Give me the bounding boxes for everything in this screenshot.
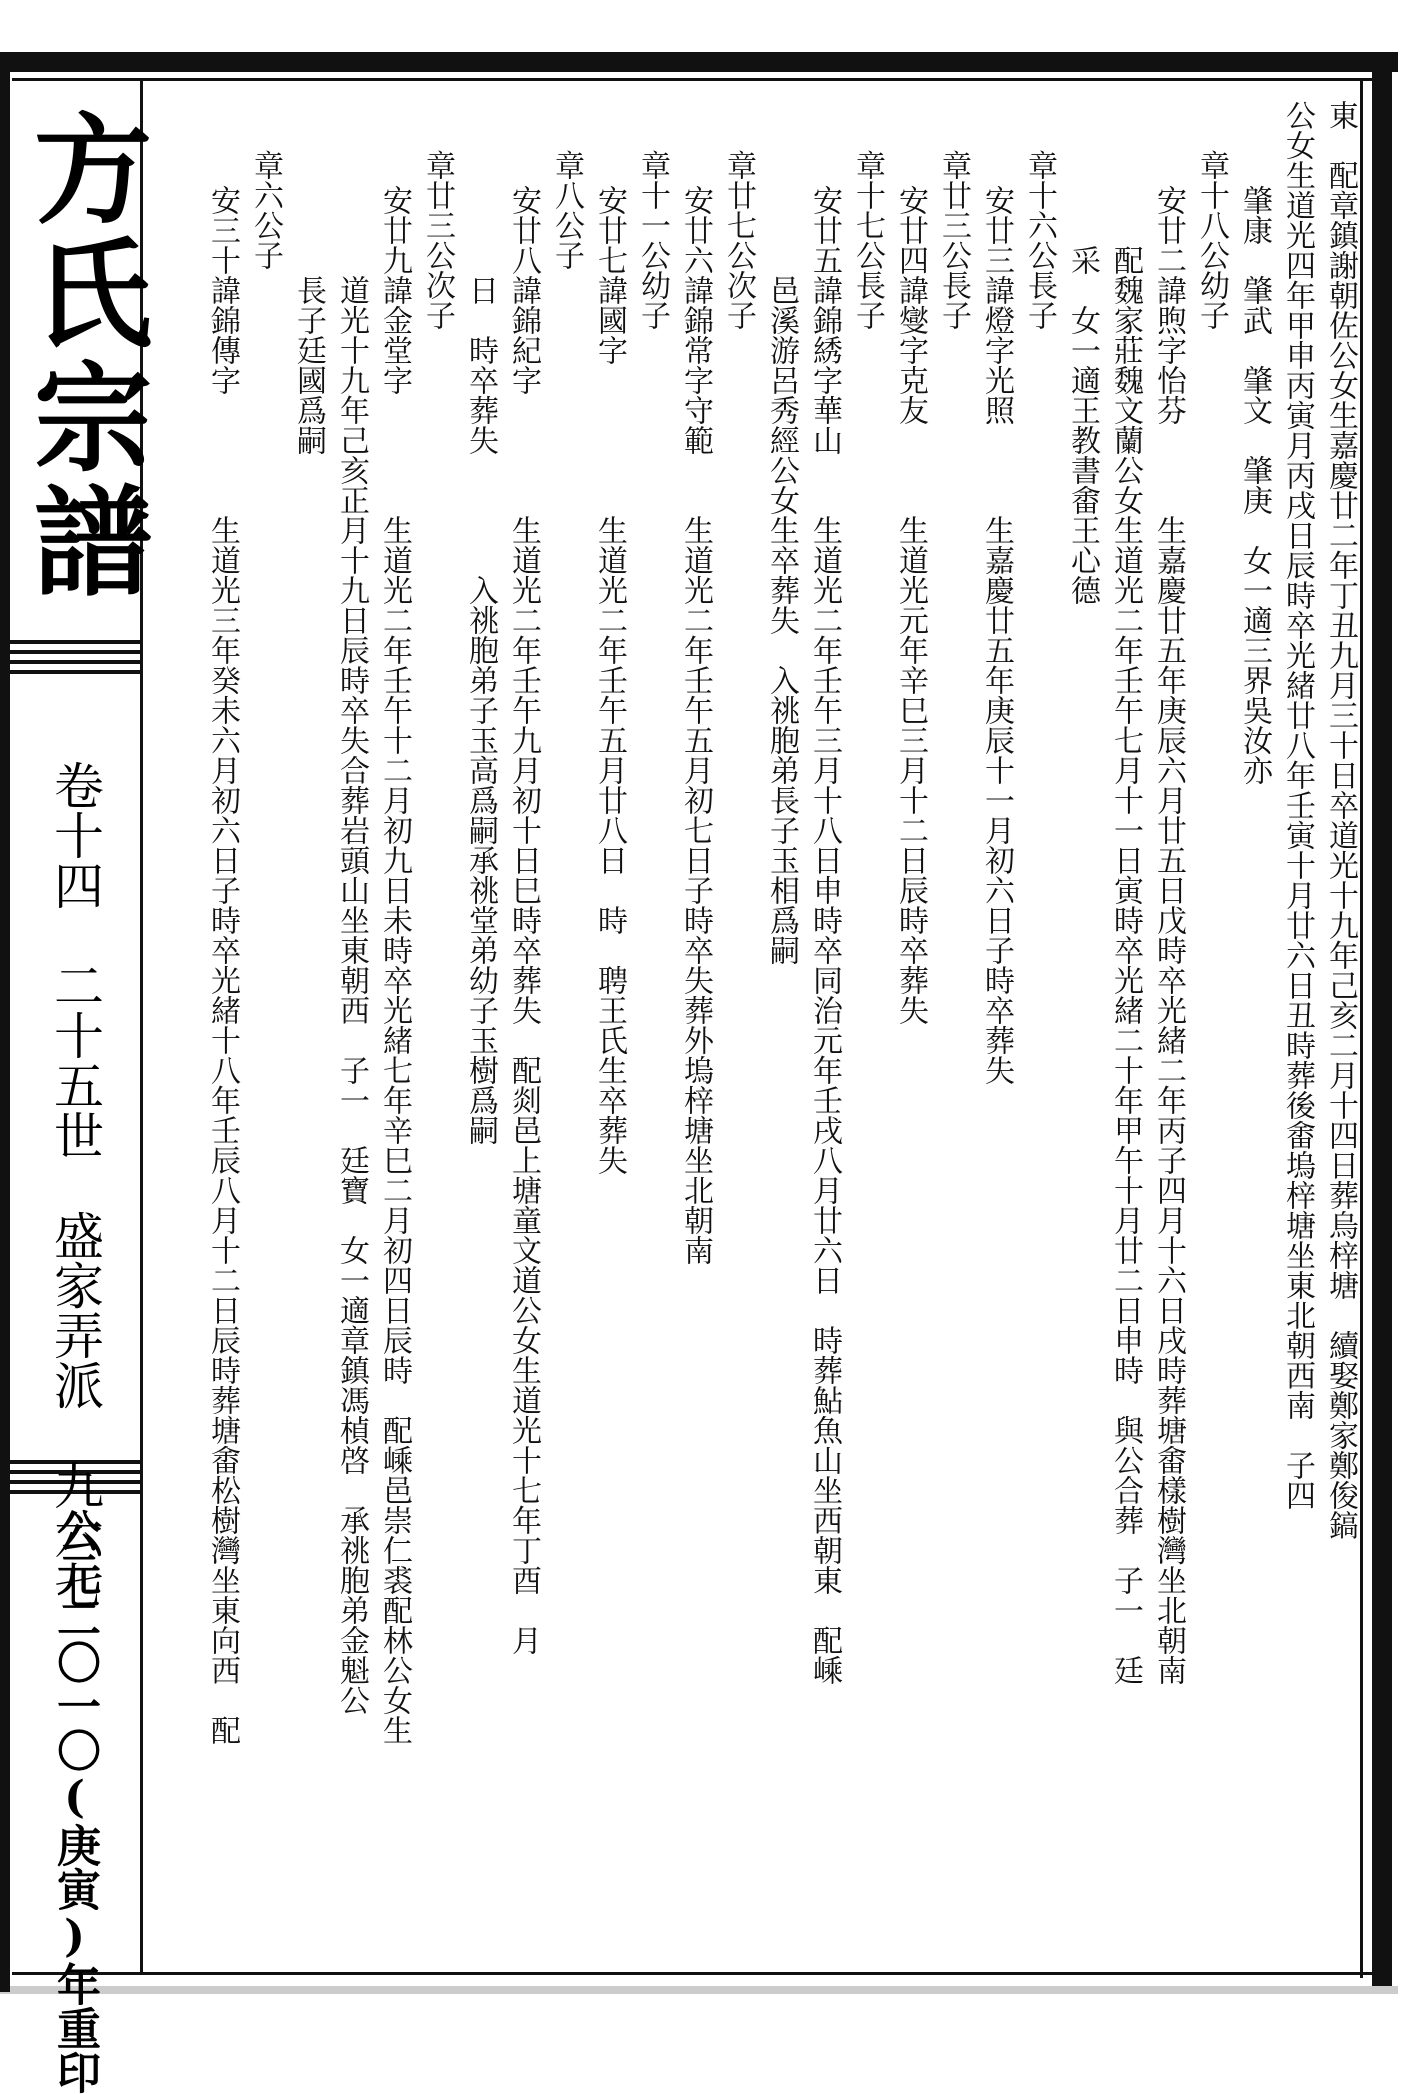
top-inner-border (12, 78, 1384, 81)
genealogy-column: 肇康 肇武 肇文 肇庚 女一適三界吳汝亦 (1237, 185, 1272, 785)
book-title: 方氏宗譜 (14, 108, 153, 604)
genealogy-column: 安廿六諱錦常字守範 生道光二年壬午五月初七日子時卒失葬外塢梓塘坐北朝南 (678, 185, 713, 1265)
generation-heading: 章八公子 (549, 150, 584, 270)
genealogy-column: 安廿九諱金堂字 生道光二年壬午十二月初九日未時卒光緒七年辛巳二月初四日辰時 配嵊邑崇仁裘配林公女生 (377, 185, 412, 1745)
bottom-shadow (0, 1986, 1398, 1994)
generation-heading: 章廿三公長子 (936, 150, 971, 330)
right-inner-border (1360, 80, 1363, 1978)
genealogy-column: 道光十九年己亥正月十九日辰時卒失合葬岩頭山坐東朝西 子一 廷寶 女一適章鎮馮楨啓 承祧胞弟金魁公 (334, 245, 369, 1715)
volume-info: 卷十四 二十五世 盛家弄派 九六七 (46, 760, 104, 1610)
generation-heading: 章廿三公次子 (420, 150, 455, 330)
genealogy-column: 安三十諱錦傳字 生道光三年癸未六月初六日子時卒光緒十八年壬辰八月十二日辰時葬塘畬松樹灣坐東向西 配 (205, 185, 240, 1745)
genealogy-column: 安廿七諱國字 生道光二年壬午五月廿八日 時 聘王氏生卒葬失 (592, 185, 627, 1175)
generation-heading: 章十六公長子 (1022, 150, 1057, 330)
bottom-border (12, 1972, 1372, 1975)
genealogy-column: 日 時卒葬失 入祧胞弟子玉高爲嗣承祧堂弟幼子玉樹爲嗣 (463, 245, 498, 1145)
generation-heading: 章六公子 (248, 150, 283, 270)
generation-heading: 章十八公幼子 (1194, 150, 1229, 330)
genealogy-column: 配魏家莊魏文蘭公女生道光二年壬午七月十一日寅時卒光緒二十年甲午十月廿二日申時 與公合葬 子一 廷 (1108, 245, 1143, 1685)
genealogy-column: 安廿二諱煦字怡芬 生嘉慶廿五年庚辰六月廿五日戊時卒光緒二年丙子四月十六日戌時葬塘畬樣樹灣坐北朝南 (1151, 185, 1186, 1685)
genealogy-column: 公女生道光四年甲申丙寅月丙戌日辰時卒光緒廿八年壬寅十月廿六日丑時葬後畬塢梓塘坐東北朝西南 子四 (1280, 100, 1315, 1510)
top-border (0, 52, 1398, 72)
right-border (1372, 52, 1392, 1988)
genealogy-column: 安廿八諱錦紀字 生道光二年壬午九月初十日巳時卒葬失 配剡邑上塘童文道公女生道光十七年丁酉 月 (506, 185, 541, 1655)
reprint-note: 公元二〇一〇(庚寅)年重印 (49, 1508, 100, 2094)
genealogy-column: 東 配章鎮謝朝佐公女生嘉慶廿二年丁丑九月三十日卒道光十九年己亥二月十四日葬烏梓塘 續娶鄭家鄭俊鎬 (1323, 100, 1358, 1540)
genealogy-column: 長子廷國爲嗣 (291, 245, 326, 455)
generation-heading: 章十七公長子 (850, 150, 885, 330)
genealogy-column: 邑溪游呂秀經公女生卒葬失 入祧胞弟長子玉相爲嗣 (764, 245, 799, 965)
genealogy-column: 安廿四諱燮字克友 生道光元年辛巳三月十二日辰時卒葬失 (893, 185, 928, 1025)
spine-stripe (8, 660, 143, 664)
generation-heading: 章廿七公次子 (721, 150, 756, 330)
spine-stripe (8, 670, 143, 674)
spine-stripe (8, 640, 143, 644)
spine-stripe (8, 650, 143, 654)
left-border (0, 52, 10, 1992)
generation-heading: 章十一公幼子 (635, 150, 670, 330)
genealogy-column: 采 女一適王教書畬王心德 (1065, 245, 1100, 605)
genealogy-column: 安廿五諱錦綉字華山 生道光二年壬午三月十八日申時卒同治元年壬戌八月廿六日 時葬鮎魚山坐西朝東 配嵊 (807, 185, 842, 1685)
genealogy-column: 安廿三諱燈字光照 生嘉慶廿五年庚辰十一月初六日子時卒葬失 (979, 185, 1014, 1085)
